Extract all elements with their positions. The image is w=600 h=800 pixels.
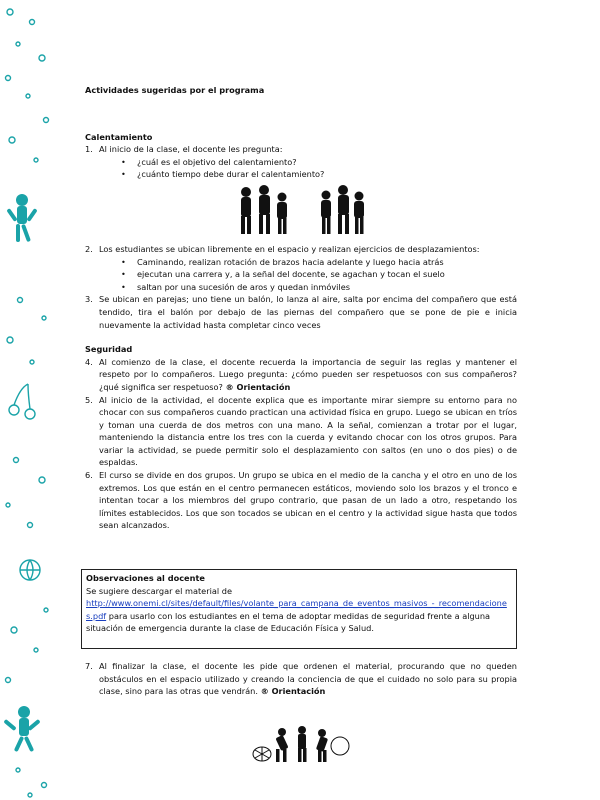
list-item	[85, 660, 517, 698]
observations-text	[86, 585, 512, 635]
cleanup-illustration	[250, 724, 350, 768]
ball-icon	[20, 560, 40, 580]
children-silhouettes-icon	[236, 185, 366, 237]
item-text: Al inicio de la actividad, el docente explica que es importante mirar siempre su entorno para no chocar con sus compañeros cuando practican una actividad física en grupo. Luego se ubican en tríos y toman una cuerda de dos metros con una mano. A la señal, comienzan a trotar por el lugar, manteniendo la distancia entre los tres con la cuerda y evitando chocar con los otros grupos. Para variar la actividad, se puede permitir solo el desplazamiento con saltos (en uno o dos pies) o de espaldas.	[99, 394, 517, 468]
list-item	[85, 293, 517, 331]
item-number: 2.	[85, 243, 93, 254]
bullet-item: • Caminando, realizan rotación de brazos hacia adelante y luego hacia atrás	[121, 256, 517, 269]
item-number: 4.	[85, 356, 93, 367]
item-number: 5.	[85, 394, 93, 405]
list-item	[85, 143, 517, 181]
item-number: 1.	[85, 144, 93, 155]
margin-decoration	[0, 0, 60, 800]
orientation-tag: ® Orientación	[225, 381, 291, 392]
list-item	[85, 243, 517, 293]
item-number: 3.	[85, 294, 93, 305]
list-item	[85, 469, 517, 532]
main-content	[85, 84, 517, 532]
item-text: Al finalizar la clase, el docente les pide que ordenen el material, procurando que no queden obstáculos en el espacio utilizado y creando la conciencia de que el cuidado no solo para su propia clase, sino para las otras que vendrán.	[99, 661, 517, 697]
bullet-item: • ¿cuánto tiempo debe durar el calentamiento?	[121, 168, 517, 181]
child-figure-icon	[6, 194, 37, 242]
bullet-item: • saltan por una sucesión de aros y quedan inmóviles	[121, 281, 517, 294]
page-title: Actividades sugeridas por el programa	[85, 85, 265, 95]
list-item	[85, 356, 517, 394]
orientation-tag: ® Orientación	[260, 686, 326, 697]
closing-list	[85, 660, 517, 698]
item-text: El curso se divide en dos grupos. Un grupo se ubica en el medio de la cancha y el otro en uno de los extremos. Los que están en el centro permanecen estáticos, moviendo solo los brazos y el tronco e intentan tocar a los miembros del grupo contrario, que pasan de un lado a otro, respetando los límites establecidos. Los que son tocados se ubican en el centro y la actividad sigue hasta que todos sean alcanzados.	[99, 470, 517, 531]
observations-intro: Se sugiere descargar el material de	[86, 585, 232, 596]
item-number: 6.	[85, 470, 93, 481]
warmup-list	[85, 143, 517, 181]
jumping-child-icon	[3, 706, 40, 752]
closing-section	[85, 660, 517, 698]
teacher-observations-box	[81, 569, 517, 649]
item-text: Al inicio de la clase, el docente les pregunta:	[99, 144, 283, 155]
observations-rest: para usarlo con los estudiantes en el tema de adoptar medidas de seguridad frente a alguna situación de emergencia durante la clase de Educación Física y Salud.	[86, 610, 491, 634]
safety-heading: Seguridad	[85, 344, 133, 355]
item-number: 7.	[85, 661, 93, 671]
cherries-icon	[9, 384, 35, 419]
item-text: Los estudiantes se ubican libremente en el espacio y realizan ejercicios de desplazamientos:	[99, 243, 480, 254]
bullet-list	[99, 256, 517, 294]
list-item	[85, 394, 517, 470]
safety-list	[85, 356, 517, 532]
warmup-heading: Calentamiento	[85, 131, 153, 142]
item-text: Se ubican en parejas; uno tiene un balón, lo lanza al aire, salta por encima del compañero que está tendido, tira el balón por debajo de las piernas del compañero que se pone de pie e inicia nuevamente la actividad hasta completar cinco veces	[99, 294, 517, 330]
children-tidying-icon	[250, 724, 350, 764]
observations-heading: Observaciones al docente	[86, 573, 205, 583]
onemi-material-link[interactable]: http://www.onemi.cl/sites/default/files/volante_para_campana_de_eventos_masivos_-_recomendaciones.pdf	[86, 598, 507, 621]
bullet-list	[99, 156, 517, 181]
warmup-list-continued	[85, 243, 517, 331]
bullet-item: • ¿cuál es el objetivo del calentamiento?	[121, 156, 517, 169]
item-text: Al comienzo de la clase, el docente recuerda la importancia de seguir las reglas y mantener el respeto por lo compañeros. Luego pregunta: ¿cómo pueden ser respetuosos con sus compañeros? ¿qué significa ser respetuoso?	[99, 356, 517, 392]
children-group-illustration	[85, 185, 517, 237]
bullet-item: • ejecutan una carrera y, a la señal del docente, se agachan y tocan el suelo	[121, 268, 517, 281]
